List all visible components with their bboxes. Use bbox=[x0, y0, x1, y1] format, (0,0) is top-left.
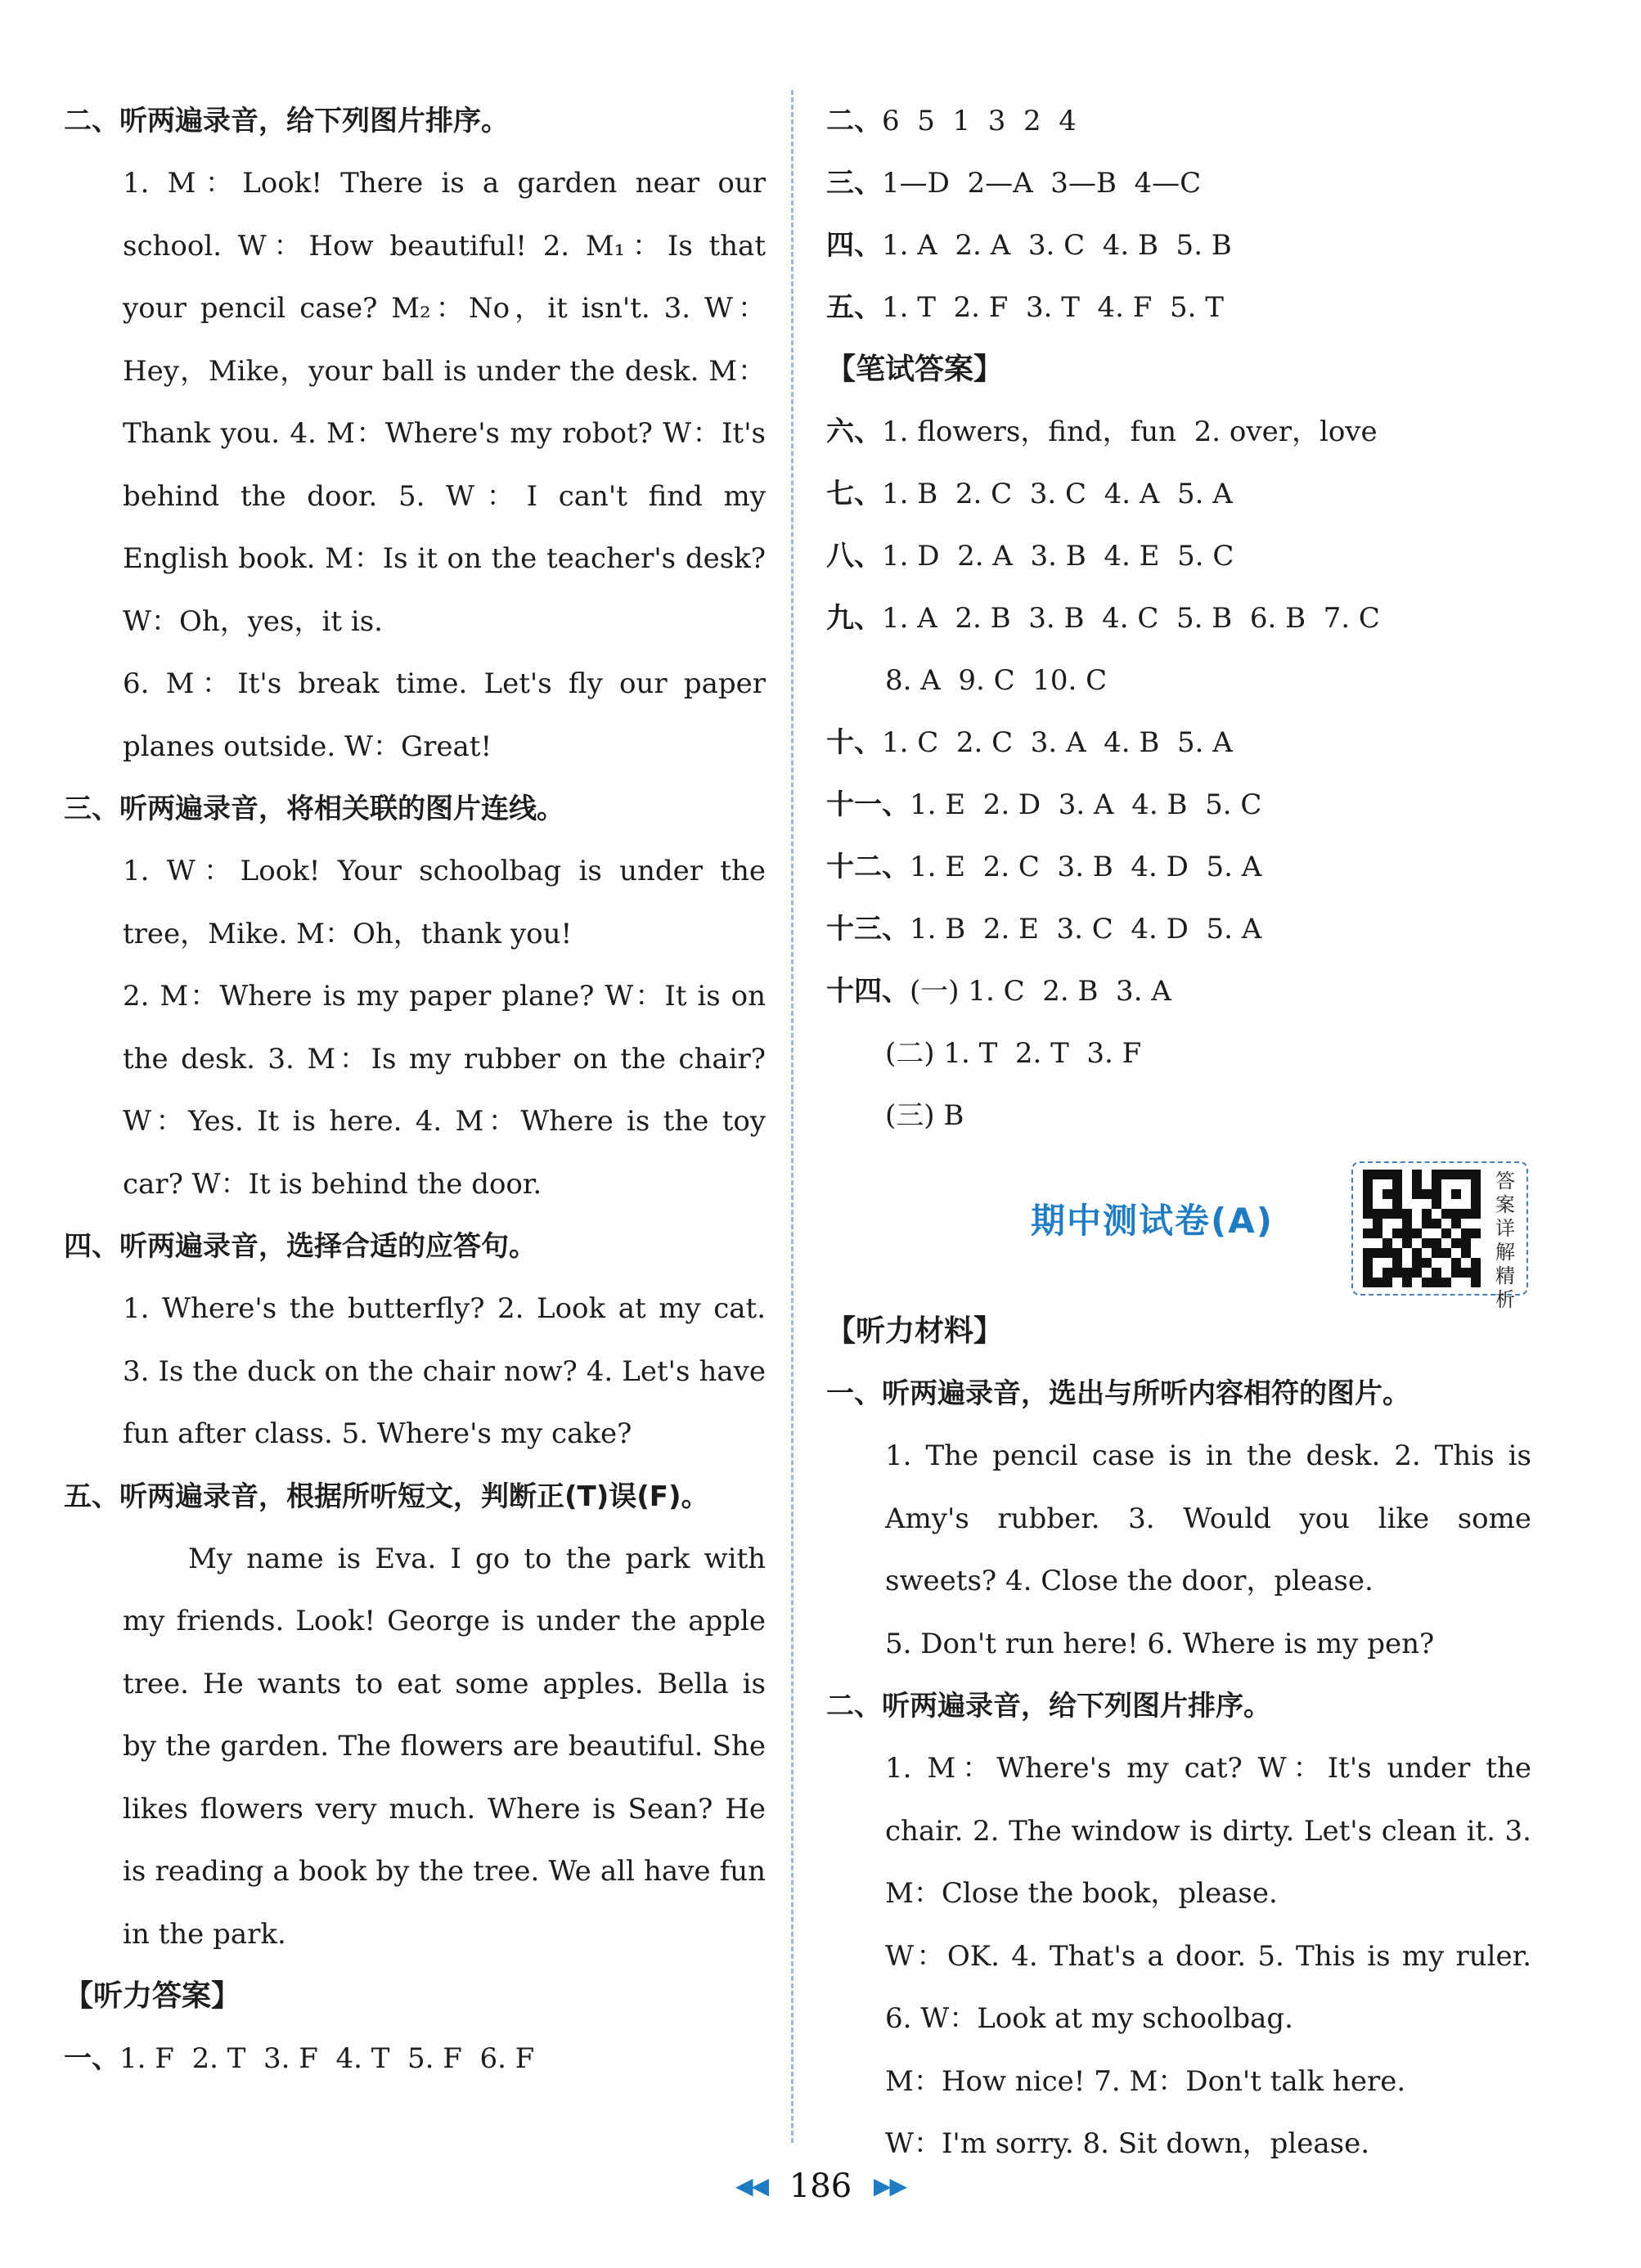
double-left-arrow-icon[interactable]: ◀◀ bbox=[735, 2172, 768, 2199]
answer-line bbox=[826, 401, 1531, 463]
answer-line-9-continued: 8. A 9. C 10. C bbox=[885, 664, 1108, 697]
material-2-script-4: W：I'm sorry. 8. Sit down，please. bbox=[885, 2127, 1370, 2160]
answer-head: 十、 bbox=[826, 726, 882, 759]
answer-line bbox=[826, 712, 1531, 774]
left-column bbox=[64, 90, 766, 2090]
answer-line bbox=[826, 276, 1531, 339]
double-right-arrow-icon[interactable]: ▶▶ bbox=[873, 2172, 906, 2199]
column-divider bbox=[791, 90, 794, 2143]
answer-head: 八、 bbox=[826, 540, 882, 573]
answer-head: 九、 bbox=[826, 602, 882, 635]
answer-head: 四、 bbox=[826, 229, 882, 262]
qr-code-box[interactable] bbox=[1351, 1161, 1528, 1311]
answer-head: 六、 bbox=[826, 415, 882, 448]
section-2-title: 二、听两遍录音，给下列图片排序。 bbox=[64, 105, 509, 137]
answer-line-14 bbox=[826, 960, 1531, 1022]
answer-body: 1. A 2. B 3. B 4. C 5. B 6. B 7. C bbox=[882, 602, 1380, 635]
page-footer bbox=[0, 2167, 1641, 2205]
answer-line bbox=[826, 898, 1531, 960]
answer-line bbox=[826, 214, 1531, 276]
answer-body: 1. D 2. A 3. B 4. E 5. C bbox=[882, 540, 1234, 573]
section-4-title: 四、听两遍录音，选择合适的应答句。 bbox=[64, 1230, 537, 1263]
material-1-title: 一、听两遍录音，选出与所听内容相符的图片。 bbox=[826, 1377, 1410, 1410]
answer-line bbox=[826, 463, 1531, 525]
answer-head: 十二、 bbox=[826, 851, 910, 883]
answer-body: 1. A 2. A 3. C 4. B 5. B bbox=[882, 229, 1232, 262]
answer-line bbox=[826, 774, 1531, 836]
qr-code-icon bbox=[1363, 1170, 1481, 1287]
listening-answer-lines bbox=[826, 90, 1531, 339]
section-5-title: 五、听两遍录音，根据所听短文，判断正(T)误(F)。 bbox=[64, 1480, 709, 1513]
material-2-script-3: M：How nice! 7. M：Don't talk here. bbox=[885, 2064, 1406, 2098]
answer-head: 十四、 bbox=[826, 975, 910, 1008]
written-answers-heading: 【笔试答案】 bbox=[826, 353, 1004, 386]
page-number: 186 bbox=[789, 2167, 852, 2205]
answer-body: 1. B 2. E 3. C 4. D 5. A bbox=[910, 913, 1262, 945]
answer-head: 十三、 bbox=[826, 913, 910, 945]
section-3-script-1: 1. W：Look! Your schoolbag is under the tree，Mike. M：Oh，thank you! bbox=[123, 855, 766, 950]
answer-body: 1. B 2. C 3. C 4. A 5. A bbox=[882, 478, 1233, 510]
answer-head: 七、 bbox=[826, 478, 882, 510]
listening-material-heading: 【听力材料】 bbox=[826, 1314, 1004, 1348]
section-2-script-6: 6. M：It's break time. Let's fly our paper planes outside. W：Great! bbox=[123, 667, 766, 763]
answer-body: 1. T 2. F 3. T 4. F 5. T bbox=[882, 291, 1224, 324]
section-3-title: 三、听两遍录音，将相关联的图片连线。 bbox=[64, 793, 564, 825]
right-column bbox=[826, 90, 1531, 2176]
answer-body: 1. E 2. D 3. A 4. B 5. C bbox=[910, 788, 1262, 821]
answer-head: 二、 bbox=[826, 105, 882, 137]
answer-body: 1—D 2—A 3—B 4—C bbox=[882, 167, 1202, 200]
answer-body: (一) 1. C 2. B 3. A bbox=[910, 975, 1171, 1008]
answer-line-1 bbox=[64, 2028, 766, 2090]
listening-answers-heading: 【听力答案】 bbox=[64, 1979, 241, 2013]
answer-body: 1. C 2. C 3. A 4. B 5. A bbox=[882, 726, 1233, 759]
answer-body: 1. F 2. T 3. F 4. T 5. F 6. F bbox=[119, 2042, 535, 2075]
answer-line bbox=[826, 525, 1531, 587]
material-1-script: 1. The pencil case is in the desk. 2. This is Amy's rubber. 3. Would you like some sweets? 4. Close the door，please. bbox=[885, 1439, 1531, 1597]
answer-line-14-part2: (二) 1. T 2. T 3. F bbox=[885, 1037, 1142, 1070]
answer-line-14-part3: (三) B bbox=[885, 1099, 964, 1132]
exam-title: 期中测试卷(A) bbox=[1031, 1201, 1274, 1241]
answer-line bbox=[826, 90, 1531, 152]
written-answer-lines-b bbox=[826, 712, 1531, 960]
exam-title-row bbox=[826, 1161, 1531, 1311]
material-1-script-2: 5. Don't run here! 6. Where is my pen? bbox=[885, 1627, 1435, 1660]
answer-body: 1. flowers，find，fun 2. over，love bbox=[882, 415, 1378, 448]
answer-head: 三、 bbox=[826, 167, 882, 200]
material-2-title: 二、听两遍录音，给下列图片排序。 bbox=[826, 1690, 1271, 1722]
answer-line bbox=[826, 587, 1531, 649]
answer-head: 五、 bbox=[826, 291, 882, 324]
material-2-script: 1. M：Where's my cat? W：It's under the chair. 2. The window is dirty. Let's clean it. 3. M：Close the book，please. bbox=[885, 1752, 1531, 1910]
answer-body: 1. E 2. C 3. B 4. D 5. A bbox=[910, 851, 1262, 883]
answer-head: 一、 bbox=[64, 2042, 119, 2075]
section-4-script: 1. Where's the butterfly? 2. Look at my cat. 3. Is the duck on the chair now? 4. Let's have fun after class. 5. Where's my cake? bbox=[123, 1292, 766, 1450]
answer-body: 6 5 1 3 2 4 bbox=[882, 105, 1077, 137]
answer-head: 十一、 bbox=[826, 788, 910, 821]
material-2-script-2: W：OK. 4. That's a door. 5. This is my ruler. 6. W：Look at my schoolbag. bbox=[885, 1939, 1531, 2035]
written-answer-lines-a bbox=[826, 401, 1531, 649]
answer-line bbox=[826, 836, 1531, 898]
section-2-script: 1. M：Look! There is a garden near our school. W：How beautiful! 2. M₁：Is that your pencil case? M₂：No，it isn't. 3. W：Hey，Mike，your ball is under the desk. M：Thank you. 4. M：Where's my robot? W：It's behind the door. 5. W：I can't find my English book. M：Is it on the teacher's desk? W：Oh，yes，it is. bbox=[123, 167, 766, 638]
qr-label: 答案详解精析 bbox=[1495, 1170, 1515, 1311]
section-3-script-2: 2. M：Where is my paper plane? W：It is on the desk. 3. M：Is my rubber on the chair? W：Yes. It is here. 4. M：Where is the toy car? W：It is behind the door. bbox=[123, 980, 766, 1201]
section-5-passage: My name is Eva. I go to the park with my friends. Look! George is under the apple tree. He wants to eat some apples. Bella is by the garden. The flowers are beautiful. She likes flowers very much. Where is Sean? He is reading a book by the tree. We all have fun in the park. bbox=[123, 1542, 766, 1951]
answer-line bbox=[826, 152, 1531, 214]
